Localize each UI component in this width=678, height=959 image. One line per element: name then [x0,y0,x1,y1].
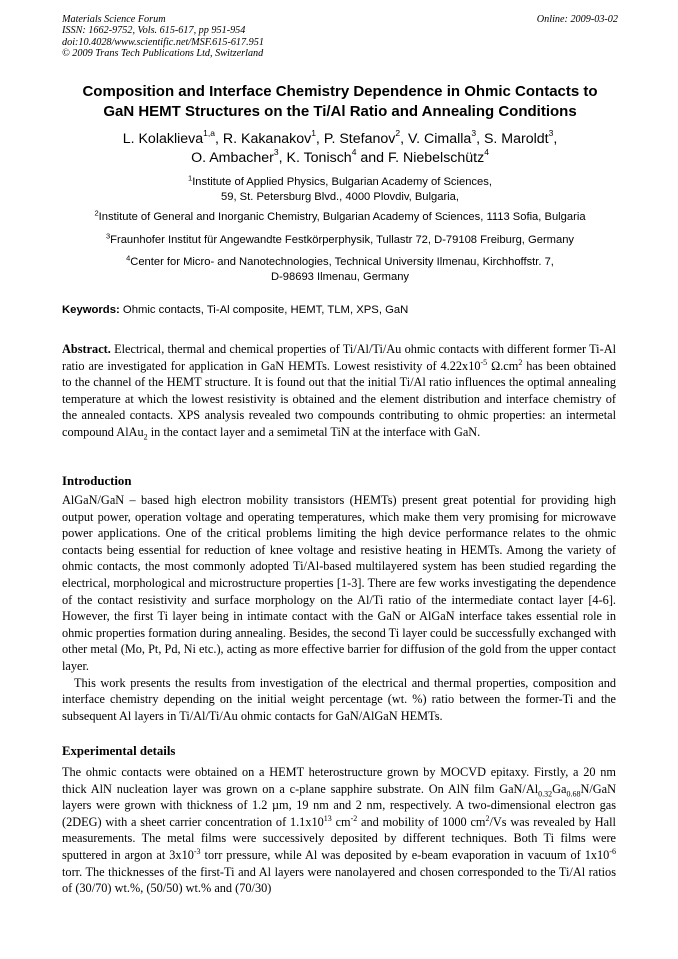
abstract-text: Ω.cm [487,358,519,373]
abstract-text: Electrical, thermal and chemical properties of Ti/Al/Ti/Au ohmic contacts with different former Ti-Al ratio are investigated for application in GaN HEMTs. Lowest resistivity of 4.22x10 [62,342,616,373]
author-conjunction: and [360,150,385,166]
abstract-subscript: 2 [143,432,148,442]
superscript: -2 [350,813,358,823]
superscript: -6 [609,846,616,856]
author-affil-mark: 4 [484,147,489,158]
keywords-label: Keywords: [62,304,120,316]
section-heading-introduction: Introduction [62,474,132,488]
text-run: cm [331,814,351,829]
superscript: 2 [485,813,490,823]
affil-text: Institute of Applied Physics, Bulgarian Academy of Sciences, [192,176,492,188]
author-line-2: O. Ambacher$^3$, K. Tonisch$^4$ and F. Niebelschütz$^4$ [191,147,489,166]
affil-number: 3 [105,231,111,241]
author: L. Kolaklieva [122,131,204,147]
title-line-2: GaN HEMT Structures on the Ti/Al Ratio and Annealing Conditions [103,103,577,120]
text-run: torr. The thicknesses of the first-Ti and Al layers were nanolayered and chosen corresponded to the Ti/Al ratios of (30/70) wt.%, (50/50) wt.% and (70/30) [62,864,616,896]
author-affil-mark: 4 [351,147,357,158]
abstract-label: Abstract. [62,342,111,356]
superscript: 13 [323,813,332,823]
affil-number: 4 [126,253,131,263]
text-run: The ohmic contacts were obtained on a HEMT heterostructure grown by MOCVD epitaxy. Firstly, a 20 nm thick AlN nucleation layer was grown on a c-plane sapphire substrate. On AlN film GaN/Al [62,765,616,796]
paragraph: This work presents the results from investigation of the electrical and thermal properties, composition and interface chemistry depending on the initial weight percentage (wt. %) ratio between the former-Ti and the subsequent Al layers in Ti/Al/Ti/Au ohmic contacts for GaN/AlGaN HEMTs. [62,675,616,723]
online-date: Online: 2009-03-02 [536,14,618,25]
author-affil-mark: 1,a [203,128,215,139]
author-affil-mark: 2 [395,128,401,139]
affil-text: Institute of General and Inorganic Chemistry, Bulgarian Academy of Sciences, 1113 Sofia, Bulgaria [98,211,586,223]
author: R. Kakanakov [222,131,312,147]
experimental-body [62,764,616,897]
journal-header [62,14,618,60]
affiliation-4 [62,255,618,284]
abstract-exponent: -5 [480,357,488,367]
author: K. Tonisch [286,150,352,166]
author-affil-mark: 1 [311,128,316,139]
copyright-line: © 2009 Trans Tech Publications Ltd, Switzerland [62,48,264,60]
abstract-text: has been obtained to the channel of the HEMT structure. It is found out that the initial Ti/Al ratio influences the optimal annealing temperature at which the lowest resistivity is obtained and the element distribution and interface chemistry of the annealed contacts. XPS analysis revealed two compounds contributing to ohmic properties: an intermetal compound AlAu [62,358,617,439]
author: F. Niebelschütz [388,150,485,166]
author: V. Cimalla [407,131,472,147]
subscript: 0.68 [566,789,581,799]
affiliation-3 [62,233,618,248]
affil-number: 2 [94,208,99,218]
text-run: Ga [552,781,567,796]
journal-name: Materials Science Forum [62,14,166,25]
affiliation-2 [62,210,618,225]
author: S. Maroldt [483,131,549,147]
text-run: /Vs was revealed by Hall measurements. The metal films were successively deposited by different techniques. Both Ti films were sputtered in argon at 3x10 [62,814,616,862]
author-line-1: L. Kolaklieva$^{1,a}$, R. Kakanakov$^1$, P. Stefanov$^2$, V. Cimalla$^3$, S. Maroldt$^3$, [122,128,558,147]
author-affil-mark: 3 [471,128,477,139]
author-list [62,130,618,168]
affil-text: D-98693 Ilmenau, Germany [270,270,410,283]
abstract [62,341,616,441]
text-run: torr pressure, while Al was deposited by e-beam evaporation in vacuum of 1x10 [200,847,610,862]
section-heading-experimental: Experimental details [62,744,176,758]
author-affil-mark: 3 [548,128,554,139]
doi-line: doi:10.4028/www.scientific.net/MSF.615-617.951 [62,36,264,48]
affil-text: 59, St. Petersburg Blvd., 4000 Plovdiv, Bulgaria, [221,190,459,203]
text-run: and mobility of 1000 cm [357,814,486,829]
keywords-text: Ohmic contacts, Ti-Al composite, HEMT, TLM, XPS, GaN [119,304,409,316]
abstract-text: in the contact layer and a semimetal TiN at the interface with GaN. [147,424,481,439]
author: P. Stefanov [323,131,396,147]
title-line-1: Composition and Interface Chemistry Dependence in Ohmic Contacts to [82,83,598,100]
affil-text: Fraunhofer Institut für Angewandte Festkörperphysik, Tullastr 72, D-79108 Freiburg, Germany [110,234,575,246]
text-run: N/GaN layers were grown with thickness of 1.2 µm, 19 nm and 2 nm, respectively. A two-dimensional electron gas (2DEG) with a sheet carrier concentration of 1.1x10 [62,781,616,829]
abstract-exponent: 2 [518,357,523,367]
paragraph: AlGaN/GaN – based high electron mobility transistors (HEMTs) present great potential for providing high output power, operation voltage and operating temperatures, which make them very promising for microwave power applications. One of the critical problems limiting the high device performance relates to the ohmic contacts being essential for reduction of knee voltage and resistive heating in HEMTs. Among the variety of ohmic contacts, the most commonly adopted Ti/Al-based multilayered system has been studied regarding the electrical, morphological and microstructure properties [1-3]. There are few works investigating the dependence of the contact resistivity and surface morphology on the Al/Ti ratio of the intermediate contact layer [4-6]. However, the first Ti layer being in intimate contact with the GaN or AlGaN interface takes essential role in ohmic properties formation during annealing. Besides, the second Ti layer could be successfully exchanged with other metal (Mo, Pt, Pd, Ni etc.), acting as more effective barrier for diffusion of the gold from the upper contact layer. [62,493,616,673]
affil-number: 1 [188,173,193,183]
issn-line: ISSN: 1662-9752, Vols. 615-617, pp 951-954 [62,25,246,37]
affil-text: Center for Micro- and Nanotechnologies, Technical University Ilmenau, Kirchhoffstr. 7, [130,256,554,268]
affiliation-1 [62,175,618,204]
introduction-body [62,492,616,724]
paragraph [62,764,616,897]
paper-title [62,82,618,122]
keywords [62,303,618,317]
author-affil-mark: 3 [273,147,279,158]
author: O. Ambacher [191,150,274,166]
superscript: -3 [193,846,201,856]
subscript: 0.32 [538,789,553,799]
